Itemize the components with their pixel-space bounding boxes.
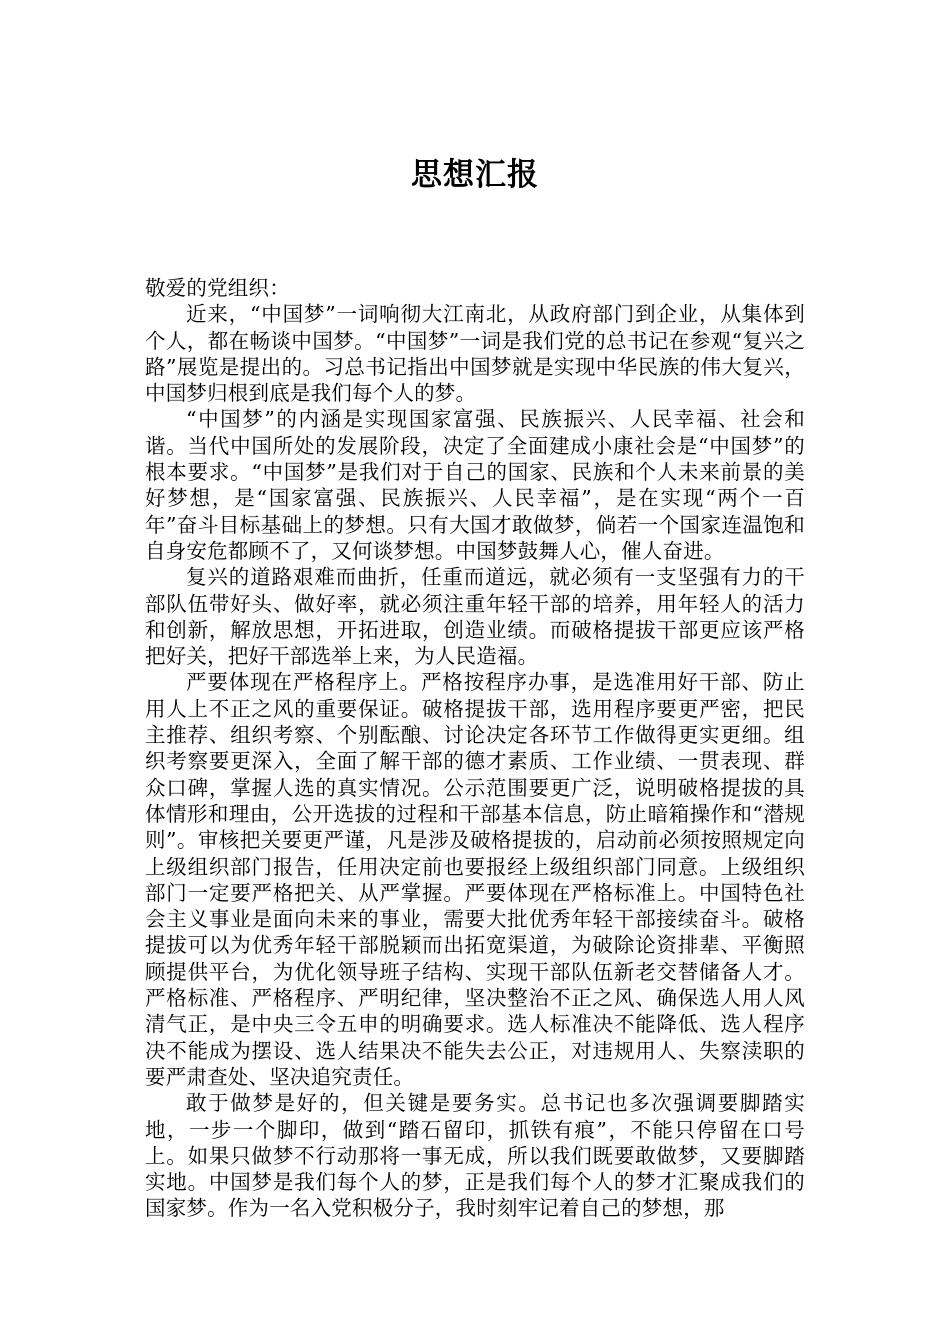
document-title: 思想汇报: [411, 157, 539, 193]
paragraph: “中国梦”的内涵是实现国家富强、民族振兴、人民幸福、社会和谐。当代中国所处的发展阶段，决定了全面建成小康社会是“中国梦”的根本要求。“中国梦”是我们对于自己的国家、民族和个人未来前景的美好梦想，是“国家富强、民族振兴、人民幸福”，是在实现“两个一百年”奋斗目标基础上的梦想。只有大国才敢做梦，倘若一个国家连温饱和自身安危都顾不了，又何谈梦想。中国梦鼓舞人心，催人奋进。: [145, 407, 805, 563]
salutation: 敬爱的党组织：: [145, 276, 290, 300]
document-body: [145, 275, 805, 1222]
paragraph: 复兴的道路艰难而曲折，任重而道远，就必须有一支坚强有力的干部队伍带好头、做好率，就必须注重年轻干部的培养，用年轻人的活力和创新，解放思想，开拓进取，创造业绩。而破格提拔干部更应该严格把好关，把好干部选举上来，为人民造福。: [145, 565, 805, 669]
paragraph: 敢于做梦是好的，但关键是要务实。总书记也多次强调要脚踏实地，一步一个脚印，做到“踏石留印，抓铁有痕”，不能只停留在口号上。如果只做梦不行动那将一事无成，所以我们既要敢做梦，又要脚踏实地。中国梦是我们每个人的梦，正是我们每个人的梦才汇聚成我们的国家梦。作为一名入党积极分子，我时刻牢记着自己的梦想，那: [145, 1091, 805, 1221]
paragraph: 严要体现在严格程序上。严格按程序办事，是选准用好干部、防止用人上不正之风的重要保证。破格提拔干部，选用程序要更严密，把民主推荐、组织考察、个别酝酿、讨论决定各环节工作做得更实更细。组织考察要更深入，全面了解干部的德才素质、工作业绩、一贯表现、群众口碑，掌握人选的真实情况。公示范围要更广泛，说明破格提拔的具体情形和理由，公开选拔的过程和干部基本信息，防止暗箱操作和“潜规则”。审核把关要更严谨，凡是涉及破格提拔的，启动前必须按照规定向上级组织部门报告，任用决定前也要报经上级组织部门同意。上级组织部门一定要严格把关、从严掌握。严要体现在严格标准上。中国特色社会主义事业是面向未来的事业，需要大批优秀年轻干部接续奋斗。破格提拔可以为优秀年轻干部脱颖而出拓宽渠道，为破除论资排辈、平衡照顾提供平台，为优化领导班子结构、实现干部队伍新老交替储备人才。严格标准、严格程序、严明纪律，坚决整治不正之风、确保选人用人风清气正，是中央三令五申的明确要求。选人标准决不能降低、选人程序决不能成为摆设、选人结果决不能失去公正，对违规用人、失察渎职的要严肃查处、坚决追究责任。: [145, 670, 805, 1089]
paragraph: 近来，“中国梦”一词响彻大江南北，从政府部门到企业，从集体到个人，都在畅谈中国梦。“中国梦”一词是我们党的总书记在参观“复兴之路”展览是提出的。习总书记指出中国梦就是实现中华民族的伟大复兴，中国梦归根到底是我们每个人的梦。: [145, 302, 805, 406]
